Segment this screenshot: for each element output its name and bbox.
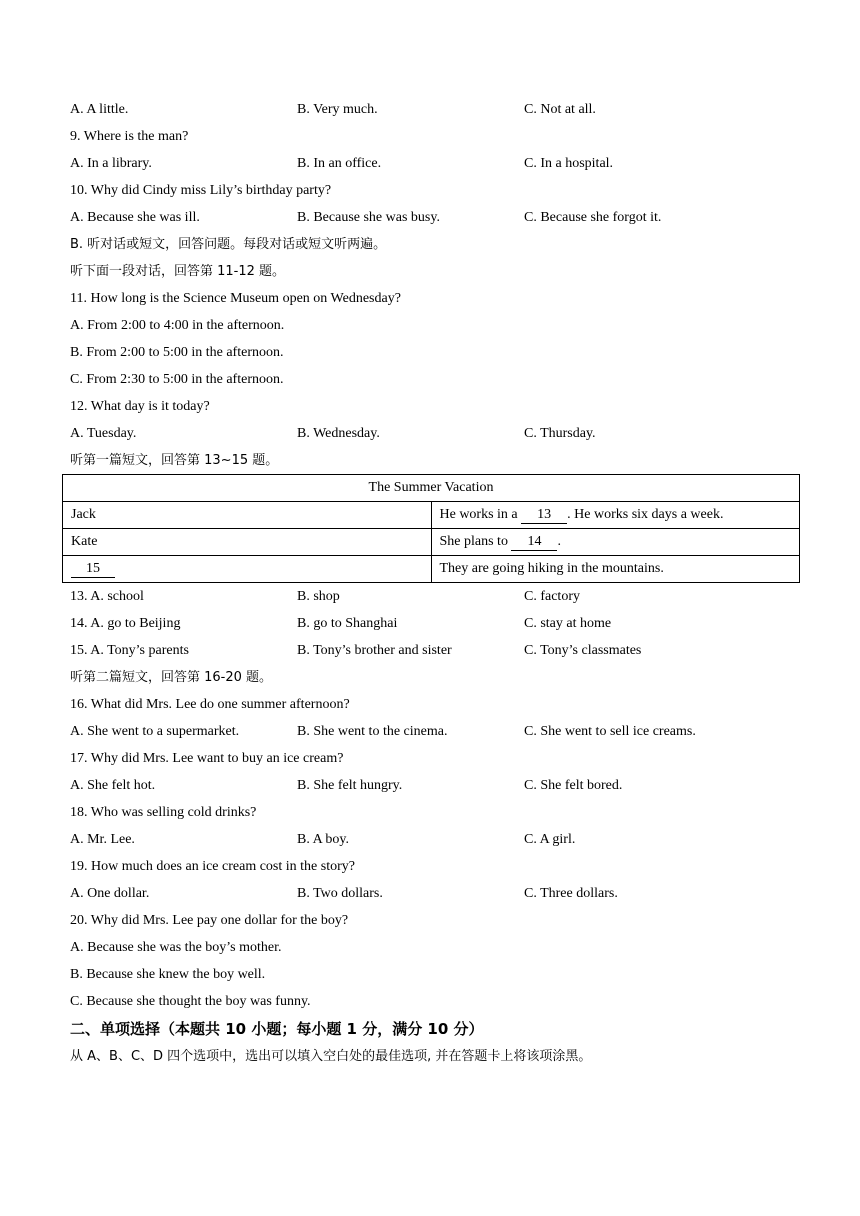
q15-option-a: 15. A. Tony’s parents xyxy=(70,643,189,658)
q18-option-c: C. A girl. xyxy=(524,832,576,847)
table-header-row xyxy=(63,475,800,502)
q19-option-a: A. One dollar. xyxy=(70,886,150,901)
q16-option-c: C. She went to sell ice creams. xyxy=(524,724,696,739)
q9-option-b: B. In an office. xyxy=(297,156,382,171)
q16-option-b: B. She went to the cinema. xyxy=(297,724,448,739)
q14-option-c: C. stay at home xyxy=(524,616,612,631)
q15-option-c: C. Tony’s classmates xyxy=(524,643,642,658)
q10-option-c: C. Because she forgot it. xyxy=(524,210,662,225)
table-row xyxy=(63,529,800,556)
content xyxy=(70,96,800,1070)
q9-option-c: C. In a hospital. xyxy=(524,156,614,171)
table-row xyxy=(63,502,800,529)
table-title: The Summer Vacation xyxy=(63,475,800,502)
q19-question: 19. How much does an ice cream cost in the story? xyxy=(70,859,355,874)
q18-question: 18. Who was selling cold drinks? xyxy=(70,805,257,820)
summer-vacation-table xyxy=(62,474,800,583)
q16-options xyxy=(70,718,800,745)
row2-text-before: She plans to xyxy=(439,534,508,549)
table-cell-info xyxy=(431,502,800,529)
row1-text-before: He works in a xyxy=(439,507,518,522)
q12-options xyxy=(70,420,800,447)
passage1-instruction: 听第一篇短文，回答第 13~15 题。 xyxy=(70,453,279,468)
section2-heading: 二、单项选择（本题共 10 小题；每小题 1 分，满分 10 分） xyxy=(70,1020,484,1038)
q9-question: 9. Where is the man? xyxy=(70,129,189,144)
q13-option-a: 13. A. school xyxy=(70,589,144,604)
q16-option-a: A. She went to a supermarket. xyxy=(70,724,240,739)
passage2-instruction: 听第二篇短文，回答第 16-20 题。 xyxy=(70,670,273,685)
q10-question: 10. Why did Cindy miss Lily’s birthday party? xyxy=(70,183,332,198)
q8-option-b: B. Very much. xyxy=(297,102,378,117)
q18-option-b: B. A boy. xyxy=(297,832,349,847)
q18-options xyxy=(70,826,800,853)
q18-option-a: A. Mr. Lee. xyxy=(70,832,135,847)
q14-option-a: 14. A. go to Beijing xyxy=(70,616,181,631)
q20-option-a: A. Because she was the boy’s mother. xyxy=(70,940,282,955)
q11-question: 11. How long is the Science Museum open on Wednesday? xyxy=(70,291,401,306)
blank-15: 15 xyxy=(71,560,115,578)
q14-options xyxy=(70,610,800,637)
dialogue-instruction: 听下面一段对话，回答第 11-12 题。 xyxy=(70,264,286,279)
q12-question: 12. What day is it today? xyxy=(70,399,210,414)
table-cell-info: They are going hiking in the mountains. xyxy=(431,556,800,583)
q20-option-c: C. Because she thought the boy was funny. xyxy=(70,994,311,1009)
q15-options xyxy=(70,637,800,664)
q17-options xyxy=(70,772,800,799)
q17-question: 17. Why did Mrs. Lee want to buy an ice cream? xyxy=(70,751,344,766)
q15-option-b: B. Tony’s brother and sister xyxy=(297,643,452,658)
q9-options xyxy=(70,150,800,177)
q13-option-c: C. factory xyxy=(524,589,580,604)
q12-option-a: A. Tuesday. xyxy=(70,426,137,441)
q19-options xyxy=(70,880,800,907)
section2-instruction: 从 A、B、C、D 四个选项中，选出可以填入空白处的最佳选项, 并在答题卡上将该项涂黑。 xyxy=(70,1049,592,1064)
table-cell-name: Jack xyxy=(63,502,432,529)
q11-option-a: A. From 2:00 to 4:00 in the afternoon. xyxy=(70,318,285,333)
blank-13: 13 xyxy=(521,506,567,524)
q10-options xyxy=(70,204,800,231)
q12-option-b: B. Wednesday. xyxy=(297,426,380,441)
q9-option-a: A. In a library. xyxy=(70,156,152,171)
q17-option-b: B. She felt hungry. xyxy=(297,778,403,793)
blank-14: 14 xyxy=(511,533,557,551)
q13-options xyxy=(70,583,800,610)
q11-option-b: B. From 2:00 to 5:00 in the afternoon. xyxy=(70,345,284,360)
q13-option-b: B. shop xyxy=(297,589,340,604)
q20-question: 20. Why did Mrs. Lee pay one dollar for the boy? xyxy=(70,913,349,928)
row2-text-after: . xyxy=(557,534,561,549)
q16-question: 16. What did Mrs. Lee do one summer afternoon? xyxy=(70,697,350,712)
q19-option-b: B. Two dollars. xyxy=(297,886,383,901)
row1-text-after: . He works six days a week. xyxy=(567,507,724,522)
q10-option-b: B. Because she was busy. xyxy=(297,210,440,225)
table-cell-info xyxy=(431,529,800,556)
q12-option-c: C. Thursday. xyxy=(524,426,596,441)
q19-option-c: C. Three dollars. xyxy=(524,886,618,901)
table-cell-name xyxy=(63,556,432,583)
table-cell-name: Kate xyxy=(63,529,432,556)
q11-option-c: C. From 2:30 to 5:00 in the afternoon. xyxy=(70,372,284,387)
q8-options xyxy=(70,96,800,123)
q8-option-a: A. A little. xyxy=(70,102,129,117)
q17-option-c: C. She felt bored. xyxy=(524,778,623,793)
q10-option-a: A. Because she was ill. xyxy=(70,210,200,225)
part-b-instruction: B. 听对话或短文，回答问题。每段对话或短文听两遍。 xyxy=(70,237,387,252)
table-row xyxy=(63,556,800,583)
q14-option-b: B. go to Shanghai xyxy=(297,616,398,631)
q17-option-a: A. She felt hot. xyxy=(70,778,156,793)
q20-option-b: B. Because she knew the boy well. xyxy=(70,967,266,982)
q8-option-c: C. Not at all. xyxy=(524,102,596,117)
